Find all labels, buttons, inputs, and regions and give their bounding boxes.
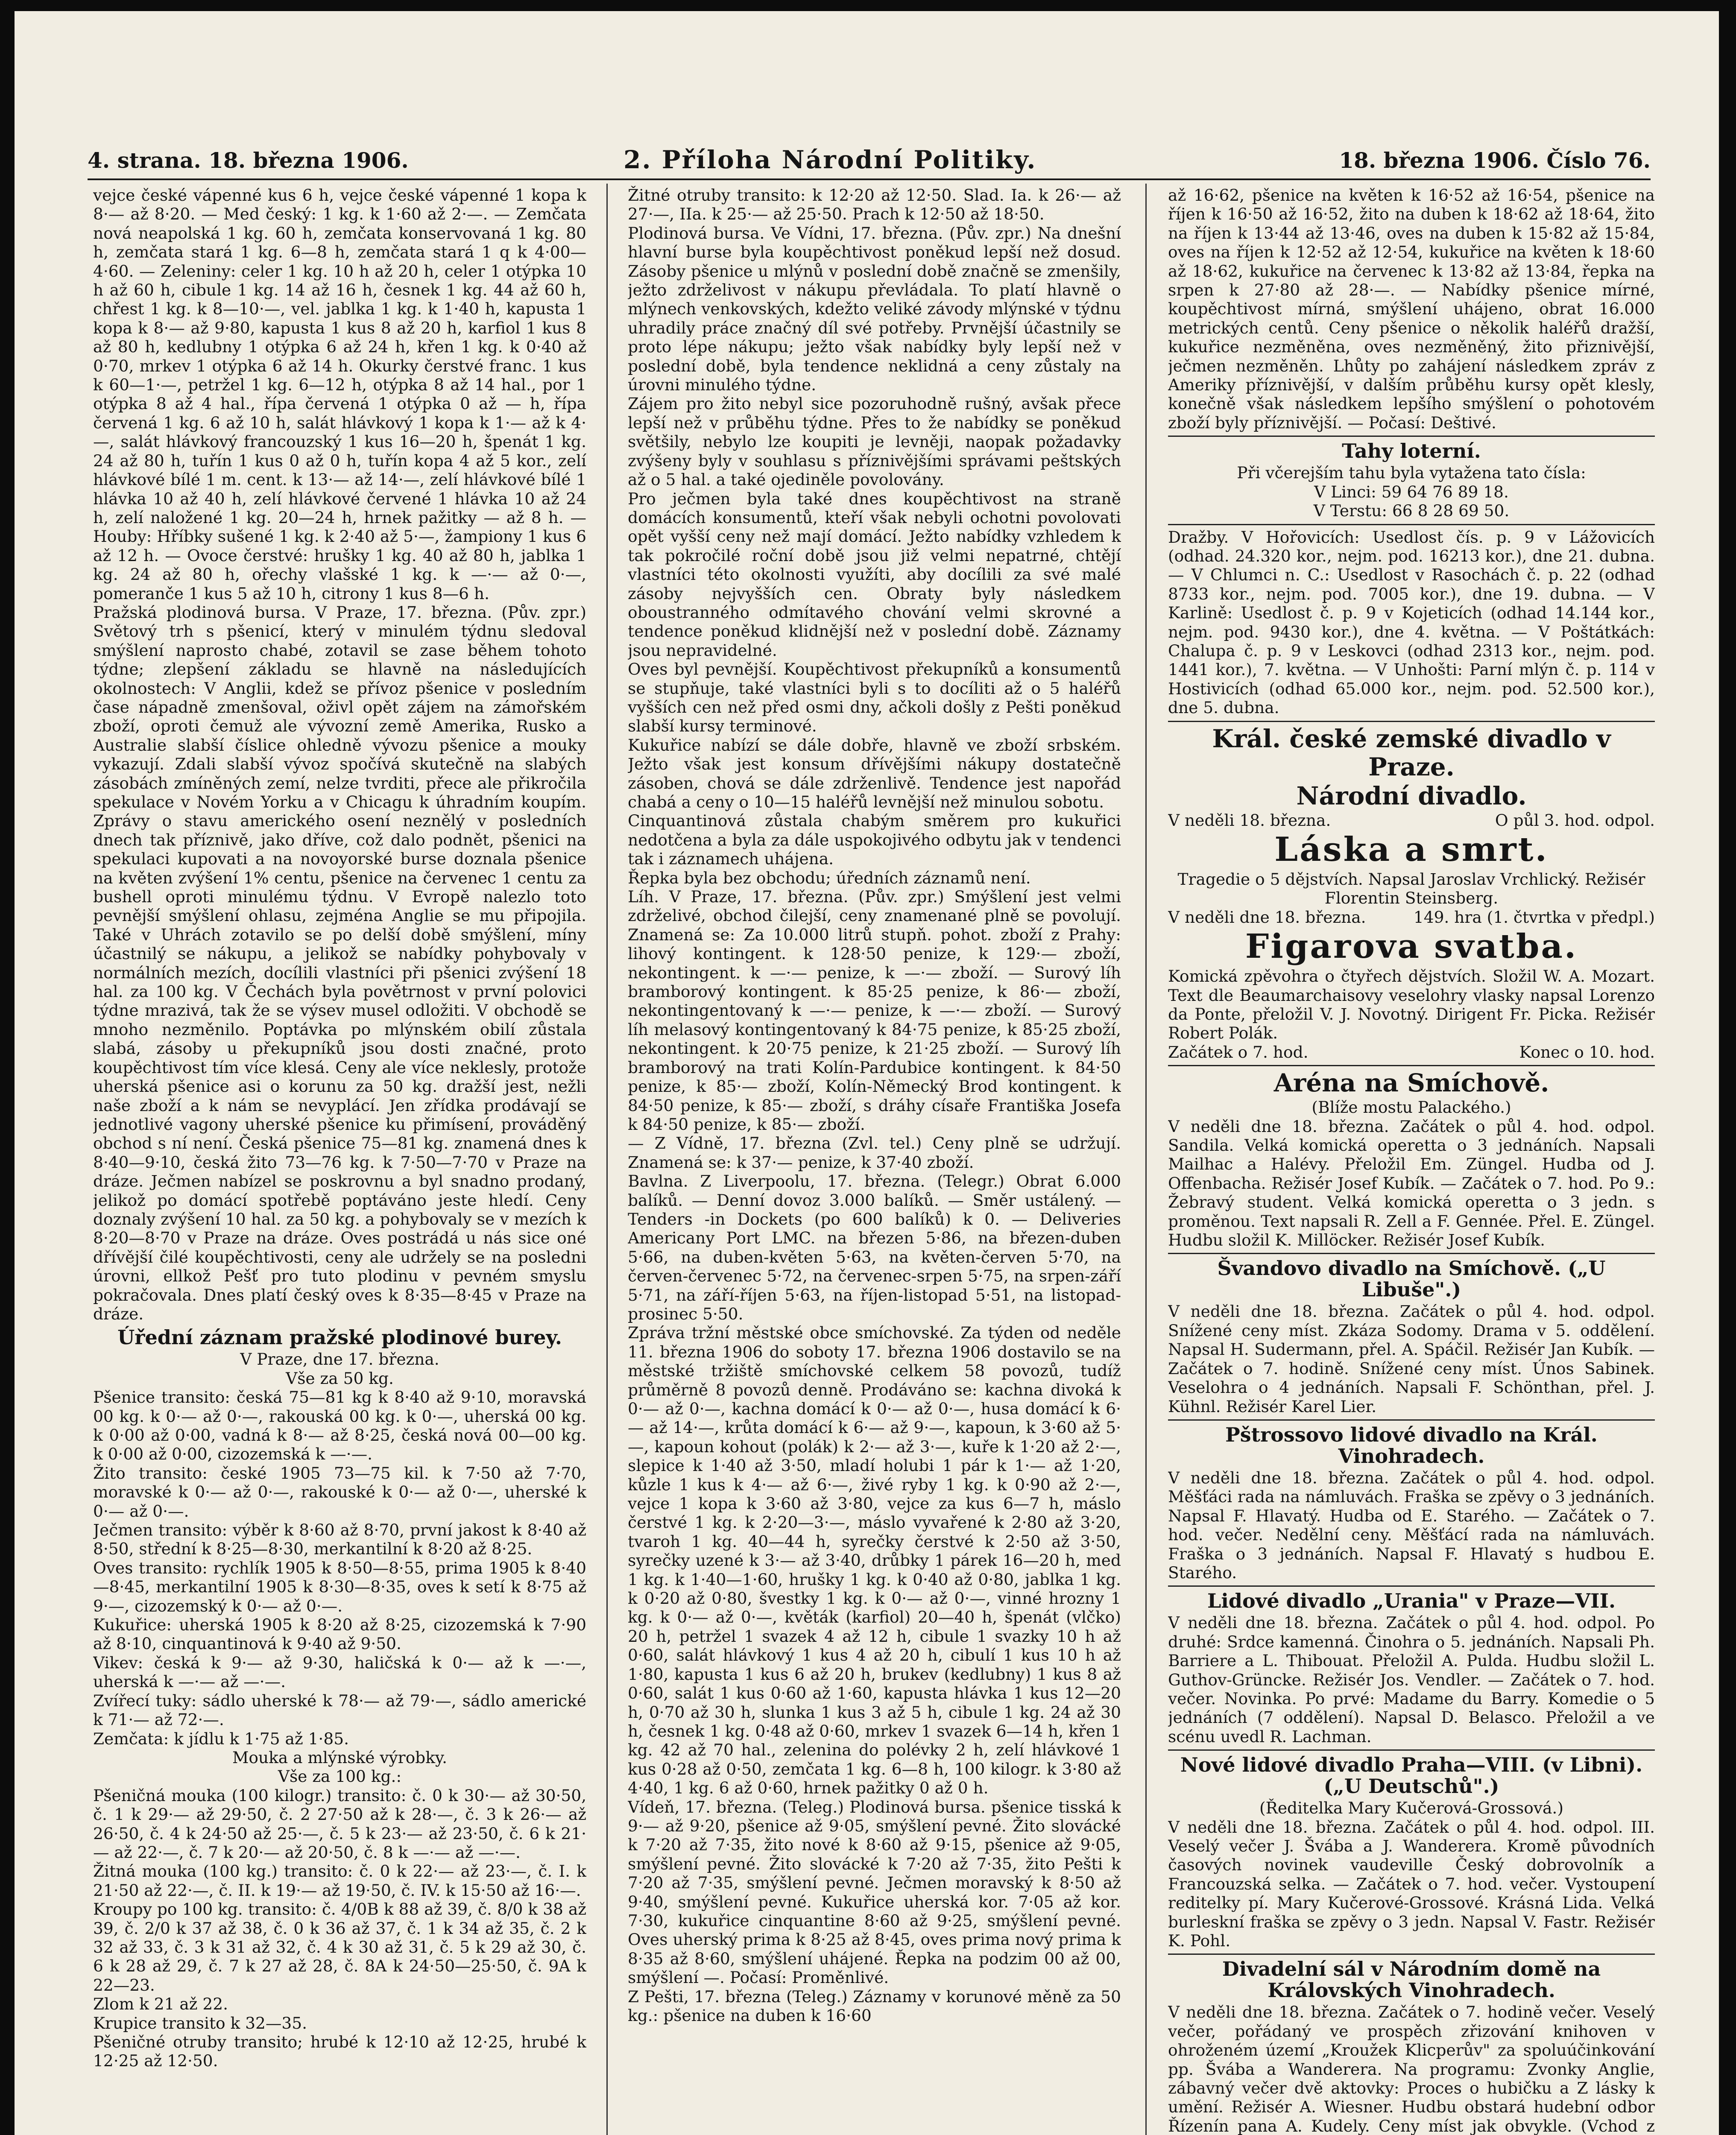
section-rule <box>1168 721 1655 722</box>
article-paragraph: Vše za 100 kg.: <box>278 1767 402 1786</box>
article-paragraph: Zpráva tržní městské obce smíchovské. Za týden od neděle 11. března 1906 do soboty 17. března 1906 dostavilo se na městské tržiště smíchovské celkem 58 povozů, tudíž průměrně 8 povozů denně. Prodáváno se: kachna divoká k 0·— až 0·—, kachna domácí k 0·— až 0·—, husa domácí k 6·— až 14·—, krůta domácí k 6·— až 9·—, kapoun, k 3·60 až 5·—, kapoun kohout (polák) k 2·— až 3·—, kuře k 1·20 až 2·—, slepice k 1·40 až 3·50, mladí holubi 1 pár k 1·— až 1·20, kůzle 1 kus k 4·— až 6·—, živé ryby 1 kg. k 0·90 až 2·—, vejce 1 kopa k 3·60 až 3·80, vejce za kus 6—7 h, máslo čerstvé 1 kg. k 2·20—3·—, máslo vyvařené k 2·80 až 3·20, tvaroh 1 kg. 40—44 h, syrečky čerstvé k 2·50 až 3·50, syrečky uzené k 3·— až 3·40, drůbky 1 párek 16—20 h, med 1 kg. k 1·40—1·60, hrušky 1 kg. k 0·40 až 0·80, jablka 1 kg. k 0·20 až 0·80, švestky 1 kg. k 0·— až 0·—, vinné hrozny 1 kg. k 0·— až 0·—, květák (karfiol) 20—40 h, špenát (vlčko) 20 h, petržel 1 svazek 4 až 12 h, cibule 1 svazky 10 h až 0·60, salát hlávkový 1 kus 4 až 20 h, cibulí 1 kus 10 h až 1·80, kapusta 1 kus 6 až 20 h, brukev (kedlubny) 1 kus 8 až 0·60, salát 1 kus 0·60 až 1·60, kapusta hlávka 1 kus 12—20 h, 0·70 až 30 h, slunka 1 kus 3 až 5 h, cibule 1 kg. 24 až 30 h, česnek 1 kg. 0·48 až 0·60, mrkev 1 svazek 6—14 h, křen 1 kg. 42 až 70 hal., zelenina do polévky 2 h, zelí hlávkové 1 kus 0·28 až 0·50, zemčata 1 kg. 6—8 h, 100 kilogr. k 3·80 až 4·40, 1 kg. 6 až 0·60, hrnek pažitky 0 až 0 h. <box>628 1323 1121 1798</box>
row-left: Začátek o 7. hod. <box>1168 1042 1309 1062</box>
article-paragraph: Oves byl pevnější. Koupěchtivost překupníků a konsumentů se stupňuje, také vlastníci byli s to docíliti až o 5 haléřů vyšších cen než před osmi dny, ačkoli došly z Pešti poněkud slabší kursy terminové. <box>628 660 1121 736</box>
article-paragraph: Líh. V Praze, 17. března. (Pův. zpr.) Smýšlení jest velmi zdrželivé, obchod čilejší, ceny znamenané plně se povolují. Znamená se: Za 10.000 litrů stupň. pohot. zboží z Prahy: lihový kontingent. k 128·50 penize, k 129·— zboží, nekontingent. k —·— penize, k —·— zboží. — Surový líh bramborový kontingent. k 85·25 penize, k 86·— zboží, nekontingentovaný k —·— penize, k —·— zboží. — Surový líh melasový kontingentovaný k 84·75 penize, k 85·25 zboží, nekontingent. k 20·75 penize, k 21·25 zboží. — Surový líh bramborový na trati Kolín-Pardubice kontingent. k 84·50 penize, k 85·— zboží, Kolín-Německý Brod kontingent. k 84·50 penize, k 85·— zboží, s dráhy císaře Františka Josefa k 84·50 penize, k 85·— zboží. <box>628 887 1121 1134</box>
article-paragraph: Krupice transito k 32—35. <box>93 2013 307 2033</box>
article-paragraph: Zemčata: k jídlu k 1·75 až 1·85. <box>93 1729 349 1748</box>
article-paragraph: Kroupy po 100 kg. transito: č. 4/0B k 88 až 39, č. 8/0 k 38 až 39, č. 2/0 k 37 až 38, č. 0 k 36 až 37, č. 1 k 34 až 35, č. 2 k 32 až 33, č. 3 k 31 až 32, č. 4 k 30 až 31, č. 5 k 29 až 30, č. 6 k 28 až 29, č. 7 k 27 až 28, č. 8A k 24·50—25·50, č. 9A k 22—23. <box>93 1900 586 1995</box>
announcement-title: Král. české zemské divadlo v Praze. <box>1212 724 1611 781</box>
article-paragraph: V Terstu: 66 8 28 69 50. <box>1313 501 1510 521</box>
info-row <box>1168 1043 1655 1062</box>
article-paragraph: V Praze, dne 17. března. <box>240 1350 439 1369</box>
article-paragraph: Žitná mouka (100 kg.) transito: č. 0 k 22·— až 23·—, č. I. k 21·50 až 22·—, č. II. k 19·— až 19·50, č. IV. k 15·50 až 16·—. <box>93 1862 586 1900</box>
article-paragraph: Bavlna. Z Liverpoolu, 17. března. (Telegr.) Obrat 6.000 balíků. — Denní dovoz 3.000 balíků. — Směr ustálený. — Tenders -in Dockets (po 600 balíků) k 0. — Deliveries Americany Port LMC. na březen 5·86, na březen-duben 5·66, na duben-květen 5·63, na květen-červen 5·70, na červen-červenec 5·72, na červenec-srpen 5·75, na srpen-září 5·71, na září-říjen 5·63, na říjen-listopad 5·51, na listopad-prosinec 5·50. <box>628 1172 1121 1323</box>
article-paragraph: Kukuřice nabízí se dále dobře, hlavně ve zboží srbském. Ježto však jest konsum dřívějšími nákupy dostatečně zásoben, chová se dále zdrženlivě. Tendence jest napořád chabá a ceny o 10—15 haléřů levnější než minulou sobotu. <box>628 735 1121 811</box>
section-heading: Švandovo divadlo na Smíchově. („U Libuše".) <box>1217 1257 1606 1301</box>
article-paragraph: Zájem pro žito nebyl sice pozoruhodně rušný, avšak přece lepší než v průběhu týdne. Přes to že nabídky se poněkud světšily, nebylo lze koupiti je levněji, naopak požadavky zvýšeny byly v souhlasu s příznivějšími správami peštských až o 5 hal. a také ojediněle povolovány. <box>628 394 1121 489</box>
section-rule <box>1168 436 1655 437</box>
article-paragraph: Vikev: česká k 9·— až 9·30, haličská k 0·— až k —·—, uherská k —·— až —·—. <box>93 1653 586 1691</box>
article-paragraph: Pražská plodinová bursa. V Praze, 17. března. (Pův. zpr.) Světový trh s pšenicí, který v minulém týdnu sledoval smýšlení naprosto chabé, zotavil se zase během tohoto týdne; zlepšení základu se hlavně na následujících okolnostech: V Anglii, kdež se přívoz pšenice v posledním čase nápadně zmenšoval, oživl opět zájem na zámořském zboží, oproti čemuž ale vývozní země Amerika, Rusko a Australie slabší číslice ohledně vývozu pšenice a mouky vykazují. Zdali slabší vývoz spočívá skutečně na slabých zásobách zmíněných zemí, nelze tvrditi, přece ale přikročila spekulace v Novém Yorku a v Chicagu k úhradním koupím. Zprávy o stavu amerického osení neznělý v posledních dnech tak příznivě, jako dříve, což dalo podnět, pšenici na spekulaci kupovati a na novoyorské burse doznala pšenice na květen zvýšení 1% centu, pšenice na červenec 1 centu za bushell oproti minulému týdnu. V Evropě nalezlo toto pevnější smýšlení ohlasu, zejména Anglie se mu připojila. Také v Uhrách zotavilo se po delší době smýšlení, míny účastnilý se nákupu, a jelikož se nabídky pohybovaly v normálních mezích, docílili vlastníci při pšenici zvýšení 18 hal. za 100 kg. V Čechách byla povětrnost v první polovici týdne mrazivá, tak že se výsev musel odložiti. V obchodě se mnoho nezměnilo. Poptávka po mlýnském obilí zůstala slabá, zásoby u překupníků jsou dosti značné, proto koupěchtivost tím více klesá. Ceny ale více neklesly, protože uherská pšenice asi o korunu za 50 kg. dražší jest, nežli naše zboží a k nám se nevyplácí. Jen zřídka prodávají se jednotlivé vagony uherské pšenice ku přimísení, prováděný obchod s ní není. Česká pšenice 75—81 kg. znamená dnes k 8·40—9·10, česká žito 73—76 kg. k 7·50—7·70 v Praze na dráze. Ječmen nabízel se poskrovnu a byl snadno prodaný, jelikož po domácí spotřebě poptáváno jeste hledí. Ceny doznaly zvýšení 10 hal. za 50 kg. a pohybovaly se v mezích k 8·20—8·70 v Praze na dráze. Oves postrádá u nás sice oné dřívější čilé koupěchtivosti, ceny ale udržely se na posledni úrovni, ellkož Pešť pro tuto plodinu v pevném smyslu pokračovala. Dnes platí český oves k 8·35—8·45 v Praze na dráze. <box>93 602 586 1323</box>
section-heading: Lidové divadlo „Urania" v Praze—VII. <box>1207 1589 1616 1613</box>
article-paragraph: až 16·62, pšenice na květen k 16·52 až 16·54, pšenice na říjen k 16·50 až 16·52, žito na duben k 18·62 až 18·64, žito na říjen k 13·44 až 13·46, oves na duben k 15·82 až 15·84, oves na říjen k 12·52 až 12·54, kukuřice na květen k 18·60 až 18·62, kukuřice na červenec k 13·82 až 13·84, řepka na srpen k 27·80 až 28·—. — Nabídky pšenice mírné, koupěchtivost mírná, smýšlení uhájeno, obrat 16.000 metrických centů. Ceny pšenice o několik haléřů dražší, kukuřice nezměněna, oves nezměněný, žito přiznivější, ječmen nezměněn. Lhůty po zahájení následkem zpráv z Ameriky příznivější, v dalším průběhu kursy opět klesly, konečně však následkem lepšího smýšlení o pohotovém zboží byly příznivější. — Počasí: Deštivé. <box>1168 186 1655 432</box>
row-left: V neděli 18. března. <box>1168 810 1331 830</box>
column-1 <box>93 186 586 2135</box>
article-paragraph: Ječmen transito: výběr k 8·60 až 8·70, první jakost k 8·40 až 8·50, střední k 8·25—8·30, merkantilní k 8·20 až 8·25. <box>93 1521 586 1559</box>
section-rule <box>1168 1253 1655 1254</box>
article-paragraph: Dražby. V Hořovicích: Usedlost čís. p. 9 v Lážovicích (odhad. 24.320 kor., nejm. pod. 16213 kor.), dne 21. dubna. — V Chlumci n. C.: Usedlost v Rasochách č. p. 22 (odhad 8733 kor., nejm. pod. 7005 kor.), dne 19. dubna. — V Karlině: Usedlost č. p. 9 v Kojeticích (odhad 14.144 kor., nejm. pod. 9430 kor.), dne 4. května. — V Poštátkách: Chalupa č. p. 9 v Leskovci (odhad 2313 kor., nejm. pod. 1441 kor.), 7. května. — V Unhošti: Parní mlýn č. p. 114 v Hostivicích (odhad 65.000 kor., nejm. pod. 52.500 kor.), dne 5. dubna. <box>1168 527 1655 717</box>
column-2 <box>628 186 1121 2135</box>
header-rule <box>88 178 1651 180</box>
article-paragraph: Pro ječmen byla také dnes koupěchtivost na straně domácích konsumentů, kteří však nebyli ochotni povolovati opět vyšší ceny než mají domácí. Ježto nabídky vzhledem k tak pokročilé roční době jsou již velmi nepatrné, chtějí vlastníci této okolnosti využíti, aby docílili za své malé zásoby nejvyšších cen. Obraty byly následkem oboustranného odmítavého chování velmi skrovné a tendence poněkud klidnější než v poslední době. Záznamy jsou nepravidelné. <box>628 489 1121 660</box>
article-paragraph: Cinquantinová zůstala chabým směrem pro kukuřici nedotčena a byla za dále uspokojivého odbytu jak v tendenci tak i záznamech uhájena. <box>628 811 1121 869</box>
header-left: 4. strana. 18. března 1906. <box>88 148 409 173</box>
section-heading: Pštrossovo lidové divadlo na Král. Vinohradech. <box>1225 1423 1598 1468</box>
row-left: V neděli dne 18. března. <box>1168 907 1366 927</box>
announcement-title: Aréna na Smíchově. <box>1273 1068 1549 1098</box>
article-paragraph: V Linci: 59 64 76 89 18. <box>1314 482 1509 501</box>
announcement-title: Národní divadlo. <box>1296 781 1527 810</box>
section-heading: Divadelní sál v Národním domě na Královských Vinohradech. <box>1222 1957 1601 2002</box>
header-right: 18. března 1906. Číslo 76. <box>1339 148 1651 173</box>
article-paragraph: Pšeničné otruby transito; hrubé k 12·10 až 12·25, hrubé k 12·25 až 12·50. <box>93 2033 586 2071</box>
article-paragraph: Žito transito: české 1905 73—75 kil. k 7·50 až 7·70, moravské k 0·— až 0·—, rakouské k 0·— až 0·—, uherské k 0·— až 0·—. <box>93 1463 586 1521</box>
article-paragraph: Vídeň, 17. března. (Teleg.) Plodinová bursa. pšenice tisská k 9·— až 9·20, pšenice až 9·05, smýšlení pevné. Žito slovácké k 7·20 až 7·35, žito nové k 8·60 až 9·15, pšenice až 9·05, smýšlení pevné. Žito slovácké k 7·20 až 7·35, žito Pešti k 7·20 až 7·35, smýšlení pevné. Ječmen moravský k 8·50 až 9·40, smýšlení pevné. Kukuřice uherská kor. 7·05 až kor. 7·30, kukuřice cinquantine 8·60 až 9·25, smýšlení pevné. Oves uherský prima k 8·25 až 8·45, oves prima nový prima k 8·35 až 8·60, smýšlení uhájené. Řepka na podzim 00 až 00, smýšlení —. Počasí: Proměnlivé. <box>628 1797 1121 1987</box>
section-heading: Tahy loterní. <box>1342 439 1481 463</box>
section-rule <box>1168 1954 1655 1955</box>
article-paragraph: Kukuřice: uherská 1905 k 8·20 až 8·25, cizozemská k 7·90 až 8·10, cinquantinová k 9·40 až 9·50. <box>93 1615 586 1653</box>
page-header <box>88 145 1651 174</box>
section-rule <box>1168 1585 1655 1587</box>
article-paragraph: Při včerejším tahu byla vytažena tato čísla: <box>1237 463 1586 483</box>
article-paragraph: — Z Vídně, 17. března (Zvl. tel.) Ceny plně se udržují. Znamená se: k 37·— penize, k 37·40 zboží. <box>628 1134 1121 1172</box>
article-paragraph: V neděli dne 18. března. Začátek o půl 4. hod. odpol. Snížené ceny míst. Zkáza Sodomy. Drama v 5. oddělení. Napsal H. Sudermann, přel. A. Spáčil. Režisér Jan Kubík. — Začátek o 7. hodině. Snížené ceny míst. Únos Sabinek. Veselohra o 4 jednáních. Napsali F. Schönthan, přel. J. Kühnl. Režisér Karel Lier. <box>1168 1302 1655 1416</box>
article-paragraph: V neděli dne 18. března. Začátek o půl 4. hod. odpol. Po druhé: Srdce kamenná. Činohra o 5. jednáních. Napsali Ph. Barriere a L. Thibouat. Přeložil A. Pulda. Hudbu složil L. Guthov-Grüncke. Režisér Jos. Vendler. — Začátek o 7. hod. večer. Novinka. Po prvé: Madame du Barry. Komedie o 5 jednáních (7 oddělení). Napsal D. Belasco. Přeložil a ve scénu uvedl R. Lachman. <box>1168 1613 1655 1746</box>
article-paragraph: V neděli dne 18. března. Začátek o 7. hodině večer. Veselý večer, pořádaný ve prospěch zřizování knihoven v ohroženém území „Kroužek Klicperův" za spoluúčinkování pp. Švába a Wanderera. Na programu: Zvonky Anglie, zábavný večer dvě aktovky: Proces o hubičku a Z lásky k umění. Režisér A. Wiesner. Hudbu obstará hudební odbor Řízenín pana A. Kudely. Ceny míst jak obvykle. (Vchod z <box>1168 2003 1655 2135</box>
article-paragraph: V neděli dne 18. března. Začátek o půl 4. hod. odpol. III. Veselý večer J. Švába a J. Wanderera. Kromě původních časových novinek vaudeville Český dobrovolník a Francouzská selka. — Začátek o 7. hod. večer. Vystoupení reditelky pí. Mary Kučerové-Grossové. Krásná Lida. Velká burleskní fraška se zpěvy o 3 jedn. Napsal V. Fastr. Režisér K. Pohl. <box>1168 1817 1655 1951</box>
article-paragraph: Žitné otruby transito: k 12·20 až 12·50. Slad. Ia. k 26·— až 27·—, IIa. k 25·— až 25·50. Prach k 12·50 až 18·50. <box>628 186 1121 224</box>
announcement-title: Láska a smrt. <box>1274 830 1549 869</box>
article-paragraph: Tragedie o 5 dějstvích. Napsal Jaroslav Vrchlický. Režisér Florentin Steinsberg. <box>1177 869 1645 908</box>
article-paragraph: vejce české vápenné kus 6 h, vejce české vápenné 1 kopa k 8·— až 8·20. — Med český: 1 kg. k 1·60 až 2·—. — Zemčata nová neapolská 1 kg. 60 h, zemčata konservovaná 1 kg. 80 h, zemčata stará 1 kg. 6—8 h, zemčata stará 1 q k 4·00—4·60. — Zeleniny: celer 1 kg. 10 h až 20 h, celer 1 otýpka 10 h až 60 h, cibule 1 kg. 14 až 16 h, česnek 1 kg. 44 až 60 h, chřest 1 kg. k 8—10·—, vel. jablka 1 kg. k 1·40 h, kapusta 1 kopa k 8·— až 9·80, kapusta 1 kus 8 až 20 h, karfiol 1 kus 8 až 80 h, kedlubny 1 otýpka 6 až 24 h, křen 1 kg. k 0·40 až 0·70, mrkev 1 otýpka 6 až 14 h. Okurky čerstvé franc. 1 kus k 60—1·—, petržel 1 kg. 6—12 h, otýpka 8 až 14 hal., por 1 otýpka 8 až 4 hal., řípa červená 1 otýpka 0 až — h, řípa červená 1 kg. 6 až 10 h, salát hlávkový 1 kopa k 1·— až k 4·—, salát hlávkový francouzský 1 kus 16—20 h, špenát 1 kg. 24 až 80 h, tuřín 1 kus 0 až 0 h, tuřín kopa 4 až 5 kor., zelí hlávkové bílé 1 m. cent. k 13·— až 14·—, zelí hlávkové bílé 1 hlávka 10 až 40 h, zelí hlávkové červené 1 hlávka 10 až 24 h, zelí naložené 1 kg. 20—24 h, hrnek pažitky — až 8 h. — Houby: Hříbky sušené 1 kg. k 2·40 až 5·—, žampiony 1 kus 6 až 12 h. — Ovoce čerstvé: hrušky 1 kg. 40 až 80 h, jablka 1 kg. 24 až 80 h, ořechy vlašské 1 kg. k —·— až 0·—, pomeranče 1 kus 5 až 10 h, citrony 1 kus 8—6 h. <box>93 186 586 603</box>
section-heading: Úřední záznam pražské plodinové burey. <box>117 1326 562 1349</box>
article-paragraph: Plodinová bursa. Ve Vídni, 17. března. (Pův. zpr.) Na dnešní hlavní burse byla koupěchtivost poněkud lepší než dosud. Zásoby pšenice u mlýnů v poslední době značně se zmenšily, ježto zdrželivost v nákupu převládala. To platí hlavně o mlýnech venkovských, kdežto veliké závody mlýnské v týdnu uhradily práce značný díl své potřeby. Prvnější účastnily se proto lépe nákupu; ježto však nabídky byly lepší než v poslední době, byla tendence neklidná a ceny zůstaly na úrovni minulého týdne. <box>628 223 1121 395</box>
article-paragraph: V neděli dne 18. března. Začátek o půl 4. hod. odpol. Sandila. Velká komická operetta o 3 jednáních. Napsali Mailhac a Halévy. Přeložil Em. Züngel. Hudba od J. Offenbacha. Režisér Josef Kubík. — Začátek o 7. hod. Po 9.: Žebravý student. Velká komická operetta o 3 jedn. s proměnou. Text napsali R. Zell a F. Gennée. Přel. E. Züngel. Hudbu složil K. Millöcker. Režisér Josef Kubík. <box>1168 1117 1655 1250</box>
article-paragraph: Vše za 50 kg. <box>286 1369 394 1388</box>
article-paragraph: Pšenice transito: česká 75—81 kg k 8·40 až 9·10, moravská 00 kg. k 0·— až 0·—, rakouská 00 kg. k 0·—, uherská 00 kg. k 0·00 až 0·00, vadná k 8·— až 8·25, česká nová 00—00 kg. k 0·00 až 0·00, cizozemská k —·—. <box>93 1388 586 1464</box>
section-rule <box>1168 1419 1655 1421</box>
article-paragraph: Zvířecí tuky: sádlo uherské k 78·— až 79·—, sádlo americké k 71·— až 72·—. <box>93 1691 586 1729</box>
article-paragraph: Oves transito: rychlík 1905 k 8·50—8·55, prima 1905 k 8·40—8·45, merkantilní 1905 k 8·30—8·35, oves k setí k 8·75 až 9·—, cizozemský k 0·— až 0·—. <box>93 1558 586 1615</box>
section-rule <box>1168 1749 1655 1751</box>
article-paragraph: V neděli dne 18. března. Začátek o půl 4. hod. odpol. Měšťáci rada na námluvách. Fraška se zpěvy o 3 jednáních. Napsal F. Hlavatý. Hudba od E. Starého. — Začátek o 7. hod. večer. Nedělní ceny. Měšťácí rada na námluvách. Fraška o 3 jednáních. Napsal F. Hlavatý s hudbou E. Starého. <box>1168 1468 1655 1582</box>
row-right: 149. hra (1. čtvrtka v předpl.) <box>1413 907 1655 927</box>
article-paragraph: Zlom k 21 až 22. <box>93 1995 228 2014</box>
article-paragraph: Řepka byla bez obchodu; úředních záznamů není. <box>628 868 1031 887</box>
announcement-title: Figarova svatba. <box>1245 927 1578 966</box>
article-paragraph: (Blíže mostu Palackého.) <box>1312 1098 1511 1117</box>
section-heading: Nové lidové divadlo Praha—VIII. (v Libni). („U Deutschů".) <box>1180 1753 1643 1798</box>
info-row <box>1168 811 1655 830</box>
column-divider <box>606 184 608 2135</box>
column-3 <box>1168 186 1655 2135</box>
section-rule <box>1168 524 1655 525</box>
row-right: O půl 3. hod. odpol. <box>1495 810 1655 830</box>
info-row <box>1168 908 1655 927</box>
header-center: 2. Příloha Národní Politiky. <box>624 145 1037 174</box>
article-paragraph: Komická zpěvohra o čtyřech dějstvích. Složil W. A. Mozart. Text dle Beaumarchaisovy veselohry vlasky napsal Lorenzo da Ponte, přeložil V. J. Novotný. Dirigent Fr. Picka. Režisér Robert Polák. <box>1168 967 1655 1043</box>
article-paragraph: (Ředitelka Mary Kučerová-Grossová.) <box>1259 1799 1563 1818</box>
section-rule <box>1168 1065 1655 1066</box>
article-paragraph: Pšeničná mouka (100 kilogr.) transito: č. 0 k 30·— až 30·50, č. 1 k 29·— až 29·50, č. 2 27·50 až k 28·—, č. 3 k 26·— až 26·50, č. 4 k 24·50 až 25·—, č. 5 k 23·— až 23·50, č. 6 k 21·— až 22·—, č. 7 k 20·— až 20·50, č. 8 k —·— až —·—. <box>93 1786 586 1862</box>
article-paragraph: Z Pešti, 17. března (Teleg.) Záznamy v korunové měně za 50 kg.: pšenice na duben k 16·60 <box>628 1987 1121 2025</box>
article-paragraph: Mouka a mlýnské výrobky. <box>232 1748 448 1767</box>
column-divider <box>1145 184 1147 2135</box>
row-right: Konec o 10. hod. <box>1519 1042 1655 1062</box>
